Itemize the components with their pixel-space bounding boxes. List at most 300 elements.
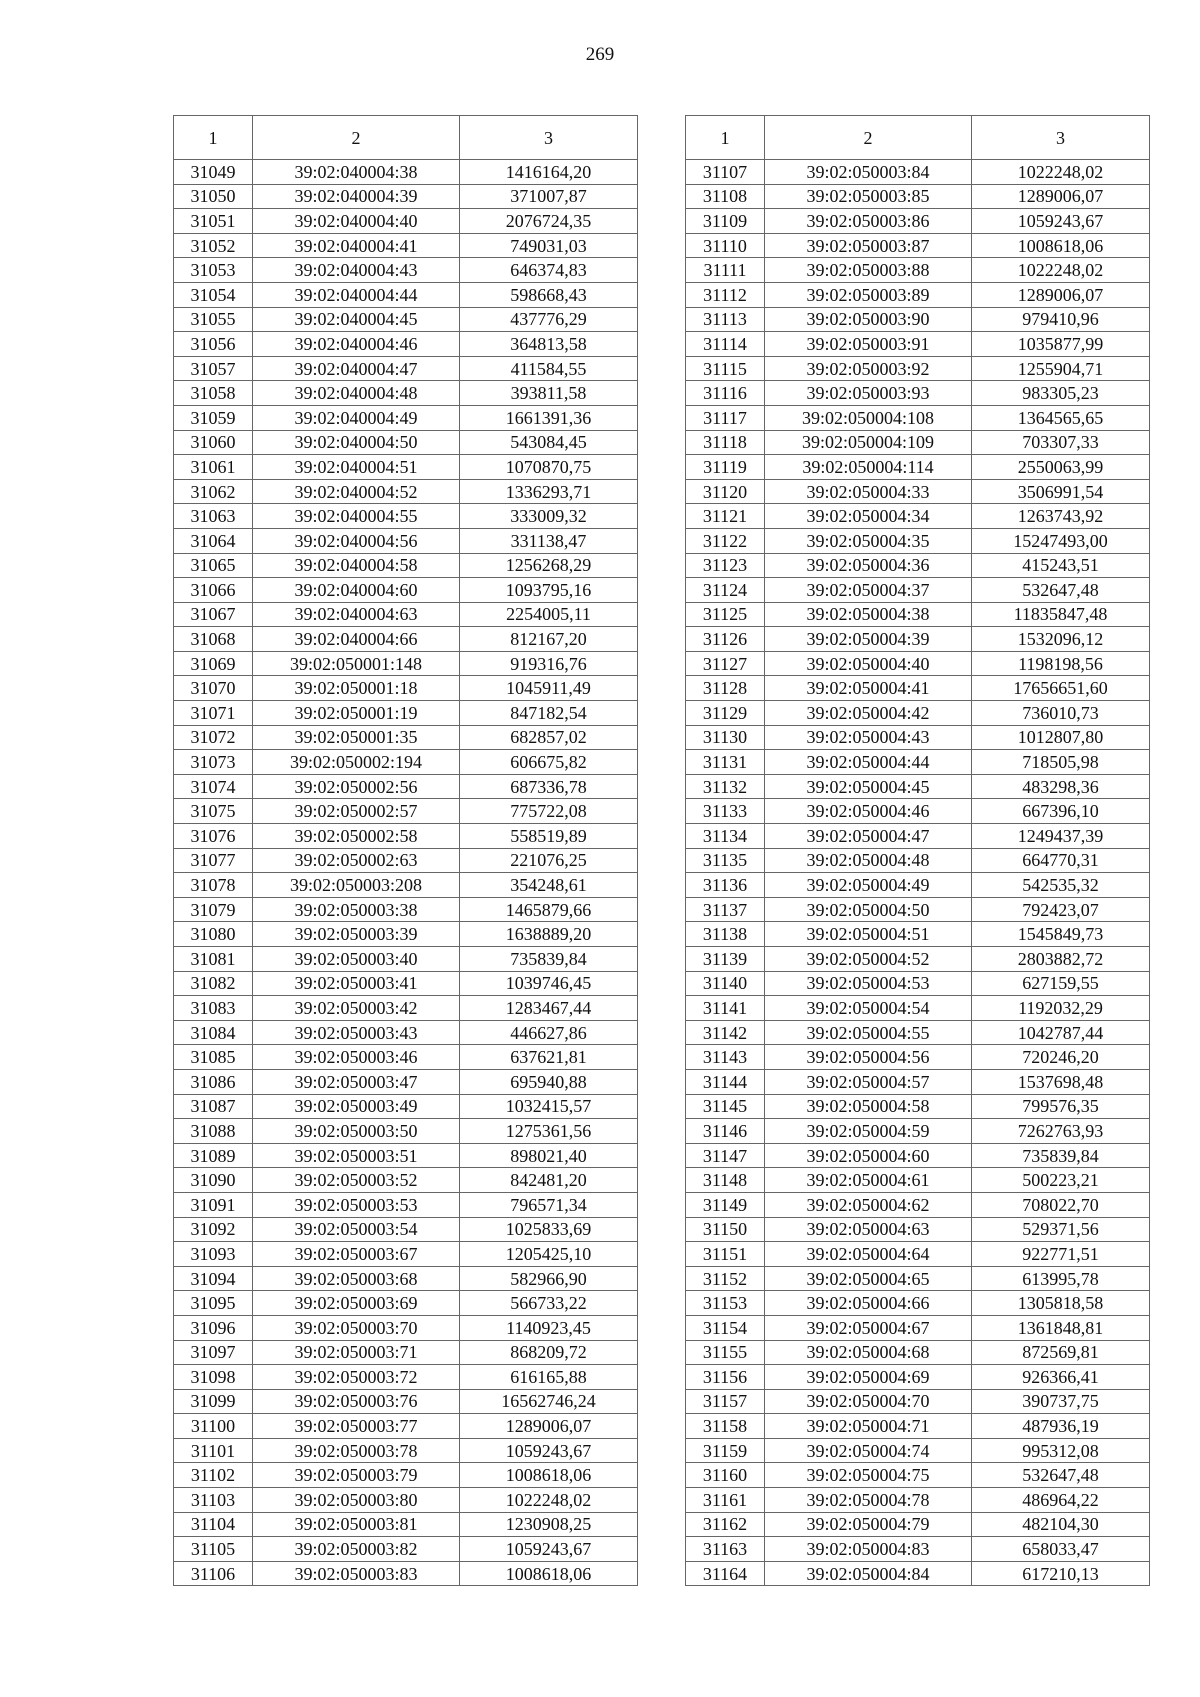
table-row bbox=[174, 897, 638, 922]
row-number-cell: 31110 bbox=[686, 233, 765, 258]
row-number-cell: 31108 bbox=[686, 184, 765, 209]
cadastral-number-cell: 39:02:050004:47 bbox=[765, 824, 972, 849]
value-cell: 922771,51 bbox=[972, 1242, 1150, 1267]
cadastral-number-cell: 39:02:050004:44 bbox=[765, 750, 972, 775]
table-row bbox=[686, 430, 1150, 455]
cadastral-number-cell: 39:02:040004:55 bbox=[253, 504, 460, 529]
cadastral-number-cell: 39:02:050003:78 bbox=[253, 1438, 460, 1463]
value-cell: 1256268,29 bbox=[460, 553, 638, 578]
value-cell: 221076,25 bbox=[460, 848, 638, 873]
value-cell: 842481,20 bbox=[460, 1168, 638, 1193]
value-cell: 1093795,16 bbox=[460, 578, 638, 603]
cadastral-number-cell: 39:02:040004:47 bbox=[253, 356, 460, 381]
cadastral-number-cell: 39:02:050003:38 bbox=[253, 897, 460, 922]
table-row bbox=[174, 455, 638, 480]
value-cell: 799576,35 bbox=[972, 1094, 1150, 1119]
table-row bbox=[174, 701, 638, 726]
cadastral-number-cell: 39:02:050003:68 bbox=[253, 1266, 460, 1291]
table-row bbox=[174, 160, 638, 185]
cadastral-number-cell: 39:02:050004:63 bbox=[765, 1217, 972, 1242]
row-number-cell: 31078 bbox=[174, 873, 253, 898]
value-cell: 617210,13 bbox=[972, 1561, 1150, 1586]
cadastral-number-cell: 39:02:050003:89 bbox=[765, 282, 972, 307]
table-row bbox=[174, 799, 638, 824]
value-cell: 364813,58 bbox=[460, 332, 638, 357]
value-cell: 995312,08 bbox=[972, 1438, 1150, 1463]
value-cell: 393811,58 bbox=[460, 381, 638, 406]
value-cell: 616165,88 bbox=[460, 1365, 638, 1390]
cadastral-number-cell: 39:02:050002:194 bbox=[253, 750, 460, 775]
value-cell: 983305,23 bbox=[972, 381, 1150, 406]
table-row bbox=[686, 1512, 1150, 1537]
value-cell: 898021,40 bbox=[460, 1143, 638, 1168]
table-row bbox=[174, 676, 638, 701]
value-cell: 1059243,67 bbox=[460, 1438, 638, 1463]
row-number-cell: 31123 bbox=[686, 553, 765, 578]
cadastral-number-cell: 39:02:050004:109 bbox=[765, 430, 972, 455]
table-row bbox=[686, 1463, 1150, 1488]
value-cell: 1305818,58 bbox=[972, 1291, 1150, 1316]
table-row bbox=[686, 824, 1150, 849]
value-cell: 868209,72 bbox=[460, 1340, 638, 1365]
cadastral-number-cell: 39:02:050002:58 bbox=[253, 824, 460, 849]
row-number-cell: 31090 bbox=[174, 1168, 253, 1193]
row-number-cell: 31130 bbox=[686, 725, 765, 750]
table-row bbox=[174, 504, 638, 529]
cadastral-number-cell: 39:02:050003:52 bbox=[253, 1168, 460, 1193]
value-cell: 500223,21 bbox=[972, 1168, 1150, 1193]
row-number-cell: 31152 bbox=[686, 1266, 765, 1291]
table-row bbox=[686, 701, 1150, 726]
row-number-cell: 31103 bbox=[174, 1488, 253, 1513]
cadastral-number-cell: 39:02:050004:45 bbox=[765, 774, 972, 799]
cadastral-number-cell: 39:02:050003:39 bbox=[253, 922, 460, 947]
row-number-cell: 31051 bbox=[174, 209, 253, 234]
cadastral-number-cell: 39:02:050004:70 bbox=[765, 1389, 972, 1414]
table-row bbox=[174, 1119, 638, 1144]
table-row bbox=[686, 1438, 1150, 1463]
cadastral-number-cell: 39:02:050004:36 bbox=[765, 553, 972, 578]
cadastral-number-cell: 39:02:050003:80 bbox=[253, 1488, 460, 1513]
row-number-cell: 31121 bbox=[686, 504, 765, 529]
cadastral-number-cell: 39:02:050004:65 bbox=[765, 1266, 972, 1291]
cadastral-number-cell: 39:02:050003:79 bbox=[253, 1463, 460, 1488]
table-row bbox=[686, 356, 1150, 381]
table-row bbox=[686, 479, 1150, 504]
value-cell: 919316,76 bbox=[460, 651, 638, 676]
table-row bbox=[174, 725, 638, 750]
cadastral-number-cell: 39:02:050004:66 bbox=[765, 1291, 972, 1316]
table-row bbox=[686, 233, 1150, 258]
row-number-cell: 31067 bbox=[174, 602, 253, 627]
value-cell: 775722,08 bbox=[460, 799, 638, 824]
cadastral-number-cell: 39:02:040004:40 bbox=[253, 209, 460, 234]
value-cell: 331138,47 bbox=[460, 528, 638, 553]
table-row bbox=[686, 602, 1150, 627]
row-number-cell: 31096 bbox=[174, 1315, 253, 1340]
table-row bbox=[686, 799, 1150, 824]
row-number-cell: 31105 bbox=[174, 1537, 253, 1562]
cadastral-number-cell: 39:02:050004:78 bbox=[765, 1488, 972, 1513]
cadastral-number-cell: 39:02:050003:50 bbox=[253, 1119, 460, 1144]
value-cell: 1205425,10 bbox=[460, 1242, 638, 1267]
row-number-cell: 31062 bbox=[174, 479, 253, 504]
row-number-cell: 31148 bbox=[686, 1168, 765, 1193]
cadastral-number-cell: 39:02:050003:82 bbox=[253, 1537, 460, 1562]
row-number-cell: 31058 bbox=[174, 381, 253, 406]
table-row bbox=[686, 455, 1150, 480]
row-number-cell: 31153 bbox=[686, 1291, 765, 1316]
cadastral-number-cell: 39:02:050003:41 bbox=[253, 971, 460, 996]
row-number-cell: 31164 bbox=[686, 1561, 765, 1586]
cadastral-number-cell: 39:02:050004:57 bbox=[765, 1069, 972, 1094]
table-row bbox=[686, 627, 1150, 652]
table-row bbox=[174, 873, 638, 898]
cadastral-number-cell: 39:02:050004:56 bbox=[765, 1045, 972, 1070]
cadastral-number-cell: 39:02:050004:53 bbox=[765, 971, 972, 996]
cadastral-number-cell: 39:02:050003:90 bbox=[765, 307, 972, 332]
value-cell: 16562746,24 bbox=[460, 1389, 638, 1414]
cadastral-number-cell: 39:02:050003:208 bbox=[253, 873, 460, 898]
table-row bbox=[174, 1020, 638, 1045]
value-cell: 15247493,00 bbox=[972, 528, 1150, 553]
cadastral-number-cell: 39:02:050001:35 bbox=[253, 725, 460, 750]
table-row bbox=[686, 1143, 1150, 1168]
cadastral-number-cell: 39:02:050003:49 bbox=[253, 1094, 460, 1119]
table-row bbox=[174, 1045, 638, 1070]
row-number-cell: 31106 bbox=[174, 1561, 253, 1586]
value-cell: 1022248,02 bbox=[972, 160, 1150, 185]
table-row bbox=[174, 1217, 638, 1242]
value-cell: 606675,82 bbox=[460, 750, 638, 775]
cadastral-number-cell: 39:02:050004:55 bbox=[765, 1020, 972, 1045]
cadastral-number-cell: 39:02:050003:77 bbox=[253, 1414, 460, 1439]
table-row bbox=[686, 1020, 1150, 1045]
value-cell: 1364565,65 bbox=[972, 405, 1150, 430]
table-row bbox=[686, 1291, 1150, 1316]
cadastral-number-cell: 39:02:040004:63 bbox=[253, 602, 460, 627]
row-number-cell: 31063 bbox=[174, 504, 253, 529]
cadastral-number-cell: 39:02:050004:42 bbox=[765, 701, 972, 726]
right-table-body bbox=[686, 160, 1150, 1586]
table-row bbox=[686, 1537, 1150, 1562]
row-number-cell: 31093 bbox=[174, 1242, 253, 1267]
table-row bbox=[686, 676, 1150, 701]
row-number-cell: 31145 bbox=[686, 1094, 765, 1119]
table-row bbox=[174, 578, 638, 603]
cadastral-number-cell: 39:02:050003:53 bbox=[253, 1192, 460, 1217]
row-number-cell: 31087 bbox=[174, 1094, 253, 1119]
row-number-cell: 31054 bbox=[174, 282, 253, 307]
row-number-cell: 31070 bbox=[174, 676, 253, 701]
value-cell: 664770,31 bbox=[972, 848, 1150, 873]
table-row bbox=[174, 602, 638, 627]
row-number-cell: 31064 bbox=[174, 528, 253, 553]
cadastral-number-cell: 39:02:050004:69 bbox=[765, 1365, 972, 1390]
cadastral-number-cell: 39:02:050004:38 bbox=[765, 602, 972, 627]
table-row bbox=[174, 1512, 638, 1537]
table-row bbox=[174, 233, 638, 258]
table-row bbox=[174, 750, 638, 775]
table-row bbox=[174, 553, 638, 578]
value-cell: 411584,55 bbox=[460, 356, 638, 381]
value-cell: 1661391,36 bbox=[460, 405, 638, 430]
row-number-cell: 31122 bbox=[686, 528, 765, 553]
cadastral-number-cell: 39:02:050004:35 bbox=[765, 528, 972, 553]
row-number-cell: 31095 bbox=[174, 1291, 253, 1316]
value-cell: 486964,22 bbox=[972, 1488, 1150, 1513]
row-number-cell: 31074 bbox=[174, 774, 253, 799]
value-cell: 703307,33 bbox=[972, 430, 1150, 455]
table-row bbox=[174, 824, 638, 849]
cadastral-number-cell: 39:02:050003:43 bbox=[253, 1020, 460, 1045]
value-cell: 613995,78 bbox=[972, 1266, 1150, 1291]
table-row bbox=[686, 1242, 1150, 1267]
cadastral-number-cell: 39:02:050003:91 bbox=[765, 332, 972, 357]
row-number-cell: 31127 bbox=[686, 651, 765, 676]
row-number-cell: 31117 bbox=[686, 405, 765, 430]
value-cell: 720246,20 bbox=[972, 1045, 1150, 1070]
value-cell: 736010,73 bbox=[972, 701, 1150, 726]
value-cell: 1532096,12 bbox=[972, 627, 1150, 652]
cadastral-number-cell: 39:02:050004:61 bbox=[765, 1168, 972, 1193]
table-row bbox=[174, 332, 638, 357]
cadastral-number-cell: 39:02:040004:48 bbox=[253, 381, 460, 406]
value-cell: 543084,45 bbox=[460, 430, 638, 455]
table-row bbox=[686, 1217, 1150, 1242]
cadastral-number-cell: 39:02:050004:62 bbox=[765, 1192, 972, 1217]
value-cell: 627159,55 bbox=[972, 971, 1150, 996]
cadastral-number-cell: 39:02:050003:86 bbox=[765, 209, 972, 234]
table-row bbox=[174, 307, 638, 332]
value-cell: 1283467,44 bbox=[460, 996, 638, 1021]
value-cell: 1012807,80 bbox=[972, 725, 1150, 750]
cadastral-number-cell: 39:02:050004:79 bbox=[765, 1512, 972, 1537]
value-cell: 847182,54 bbox=[460, 701, 638, 726]
cadastral-number-cell: 39:02:050003:69 bbox=[253, 1291, 460, 1316]
cadastral-number-cell: 39:02:050004:74 bbox=[765, 1438, 972, 1463]
cadastral-number-cell: 39:02:050003:93 bbox=[765, 381, 972, 406]
row-number-cell: 31133 bbox=[686, 799, 765, 824]
cadastral-number-cell: 39:02:050004:108 bbox=[765, 405, 972, 430]
value-cell: 979410,96 bbox=[972, 307, 1150, 332]
cadastral-number-cell: 39:02:050003:70 bbox=[253, 1315, 460, 1340]
cadastral-number-cell: 39:02:050004:40 bbox=[765, 651, 972, 676]
value-cell: 1045911,49 bbox=[460, 676, 638, 701]
row-number-cell: 31160 bbox=[686, 1463, 765, 1488]
table-row bbox=[686, 651, 1150, 676]
table-row bbox=[174, 209, 638, 234]
cadastral-number-cell: 39:02:050003:71 bbox=[253, 1340, 460, 1365]
cadastral-number-cell: 39:02:050004:83 bbox=[765, 1537, 972, 1562]
table-row bbox=[174, 774, 638, 799]
table-row bbox=[686, 405, 1150, 430]
row-number-cell: 31128 bbox=[686, 676, 765, 701]
cadastral-number-cell: 39:02:050003:54 bbox=[253, 1217, 460, 1242]
value-cell: 2550063,99 bbox=[972, 455, 1150, 480]
row-number-cell: 31147 bbox=[686, 1143, 765, 1168]
value-cell: 735839,84 bbox=[460, 947, 638, 972]
row-number-cell: 31097 bbox=[174, 1340, 253, 1365]
table-row bbox=[686, 381, 1150, 406]
cadastral-number-cell: 39:02:040004:58 bbox=[253, 553, 460, 578]
table-row bbox=[686, 1365, 1150, 1390]
table-row bbox=[686, 725, 1150, 750]
table-row bbox=[686, 848, 1150, 873]
cadastral-number-cell: 39:02:050003:47 bbox=[253, 1069, 460, 1094]
cadastral-number-cell: 39:02:040004:50 bbox=[253, 430, 460, 455]
row-number-cell: 31066 bbox=[174, 578, 253, 603]
table-row bbox=[174, 479, 638, 504]
value-cell: 667396,10 bbox=[972, 799, 1150, 824]
row-number-cell: 31151 bbox=[686, 1242, 765, 1267]
row-number-cell: 31134 bbox=[686, 824, 765, 849]
table-row bbox=[686, 1340, 1150, 1365]
row-number-cell: 31114 bbox=[686, 332, 765, 357]
value-cell: 390737,75 bbox=[972, 1389, 1150, 1414]
table-row bbox=[174, 1488, 638, 1513]
cadastral-number-cell: 39:02:050004:60 bbox=[765, 1143, 972, 1168]
value-cell: 487936,19 bbox=[972, 1414, 1150, 1439]
value-cell: 1059243,67 bbox=[460, 1537, 638, 1562]
cadastral-number-cell: 39:02:050003:84 bbox=[765, 160, 972, 185]
table-row bbox=[686, 1168, 1150, 1193]
row-number-cell: 31083 bbox=[174, 996, 253, 1021]
value-cell: 542535,32 bbox=[972, 873, 1150, 898]
row-number-cell: 31116 bbox=[686, 381, 765, 406]
cadastral-number-cell: 39:02:040004:51 bbox=[253, 455, 460, 480]
value-cell: 1336293,71 bbox=[460, 479, 638, 504]
table-header-row bbox=[686, 116, 1150, 160]
table-row bbox=[686, 184, 1150, 209]
cadastral-number-cell: 39:02:050004:43 bbox=[765, 725, 972, 750]
cadastral-number-cell: 39:02:050004:71 bbox=[765, 1414, 972, 1439]
row-number-cell: 31076 bbox=[174, 824, 253, 849]
row-number-cell: 31104 bbox=[174, 1512, 253, 1537]
cadastral-number-cell: 39:02:050004:54 bbox=[765, 996, 972, 1021]
row-number-cell: 31146 bbox=[686, 1119, 765, 1144]
row-number-cell: 31061 bbox=[174, 455, 253, 480]
table-row bbox=[174, 1069, 638, 1094]
row-number-cell: 31057 bbox=[174, 356, 253, 381]
row-number-cell: 31084 bbox=[174, 1020, 253, 1045]
cadastral-number-cell: 39:02:040004:43 bbox=[253, 258, 460, 283]
cadastral-number-cell: 39:02:050004:51 bbox=[765, 922, 972, 947]
table-row bbox=[686, 332, 1150, 357]
value-cell: 1039746,45 bbox=[460, 971, 638, 996]
cadastral-number-cell: 39:02:050003:76 bbox=[253, 1389, 460, 1414]
value-cell: 1008618,06 bbox=[460, 1463, 638, 1488]
row-number-cell: 31162 bbox=[686, 1512, 765, 1537]
value-cell: 637621,81 bbox=[460, 1045, 638, 1070]
row-number-cell: 31138 bbox=[686, 922, 765, 947]
cadastral-number-cell: 39:02:040004:49 bbox=[253, 405, 460, 430]
row-number-cell: 31159 bbox=[686, 1438, 765, 1463]
table-row bbox=[686, 1266, 1150, 1291]
row-number-cell: 31079 bbox=[174, 897, 253, 922]
cadastral-number-cell: 39:02:050002:63 bbox=[253, 848, 460, 873]
value-cell: 1545849,73 bbox=[972, 922, 1150, 947]
table-row bbox=[174, 405, 638, 430]
value-cell: 333009,32 bbox=[460, 504, 638, 529]
table-row bbox=[174, 1561, 638, 1586]
table-row bbox=[686, 971, 1150, 996]
page-number: 269 bbox=[585, 44, 615, 65]
value-cell: 437776,29 bbox=[460, 307, 638, 332]
value-cell: 1022248,02 bbox=[972, 258, 1150, 283]
table-row bbox=[686, 1488, 1150, 1513]
row-number-cell: 31112 bbox=[686, 282, 765, 307]
table-row bbox=[174, 1389, 638, 1414]
value-cell: 1140923,45 bbox=[460, 1315, 638, 1340]
value-cell: 812167,20 bbox=[460, 627, 638, 652]
row-number-cell: 31094 bbox=[174, 1266, 253, 1291]
cadastral-number-cell: 39:02:050003:51 bbox=[253, 1143, 460, 1168]
value-cell: 695940,88 bbox=[460, 1069, 638, 1094]
table-row bbox=[174, 282, 638, 307]
row-number-cell: 31155 bbox=[686, 1340, 765, 1365]
table-row bbox=[174, 184, 638, 209]
row-number-cell: 31052 bbox=[174, 233, 253, 258]
row-number-cell: 31132 bbox=[686, 774, 765, 799]
value-cell: 1537698,48 bbox=[972, 1069, 1150, 1094]
left-table-body bbox=[174, 160, 638, 1586]
value-cell: 708022,70 bbox=[972, 1192, 1150, 1217]
cadastral-number-cell: 39:02:040004:39 bbox=[253, 184, 460, 209]
row-number-cell: 31113 bbox=[686, 307, 765, 332]
cadastral-number-cell: 39:02:050004:50 bbox=[765, 897, 972, 922]
value-cell: 926366,41 bbox=[972, 1365, 1150, 1390]
value-cell: 735839,84 bbox=[972, 1143, 1150, 1168]
table-row bbox=[174, 1537, 638, 1562]
row-number-cell: 31092 bbox=[174, 1217, 253, 1242]
value-cell: 1230908,25 bbox=[460, 1512, 638, 1537]
table-row bbox=[686, 282, 1150, 307]
table-row bbox=[174, 1168, 638, 1193]
value-cell: 1249437,39 bbox=[972, 824, 1150, 849]
cadastral-number-cell: 39:02:050003:46 bbox=[253, 1045, 460, 1070]
row-number-cell: 31135 bbox=[686, 848, 765, 873]
cadastral-number-cell: 39:02:050001:19 bbox=[253, 701, 460, 726]
value-cell: 1059243,67 bbox=[972, 209, 1150, 234]
row-number-cell: 31126 bbox=[686, 627, 765, 652]
value-cell: 1289006,07 bbox=[460, 1414, 638, 1439]
value-cell: 796571,34 bbox=[460, 1192, 638, 1217]
table-row bbox=[686, 307, 1150, 332]
row-number-cell: 31086 bbox=[174, 1069, 253, 1094]
row-number-cell: 31158 bbox=[686, 1414, 765, 1439]
cadastral-number-cell: 39:02:040004:38 bbox=[253, 160, 460, 185]
cadastral-number-cell: 39:02:050001:148 bbox=[253, 651, 460, 676]
row-number-cell: 31056 bbox=[174, 332, 253, 357]
header-col-2: 2 bbox=[765, 116, 972, 160]
value-cell: 682857,02 bbox=[460, 725, 638, 750]
cadastral-number-cell: 39:02:040004:46 bbox=[253, 332, 460, 357]
value-cell: 718505,98 bbox=[972, 750, 1150, 775]
cadastral-number-cell: 39:02:050004:46 bbox=[765, 799, 972, 824]
header-col-2: 2 bbox=[253, 116, 460, 160]
value-cell: 1022248,02 bbox=[460, 1488, 638, 1513]
cadastral-number-cell: 39:02:050003:81 bbox=[253, 1512, 460, 1537]
value-cell: 1025833,69 bbox=[460, 1217, 638, 1242]
cadastral-number-cell: 39:02:050003:87 bbox=[765, 233, 972, 258]
table-row bbox=[686, 258, 1150, 283]
table-row bbox=[174, 848, 638, 873]
value-cell: 1275361,56 bbox=[460, 1119, 638, 1144]
row-number-cell: 31080 bbox=[174, 922, 253, 947]
row-number-cell: 31082 bbox=[174, 971, 253, 996]
row-number-cell: 31060 bbox=[174, 430, 253, 455]
